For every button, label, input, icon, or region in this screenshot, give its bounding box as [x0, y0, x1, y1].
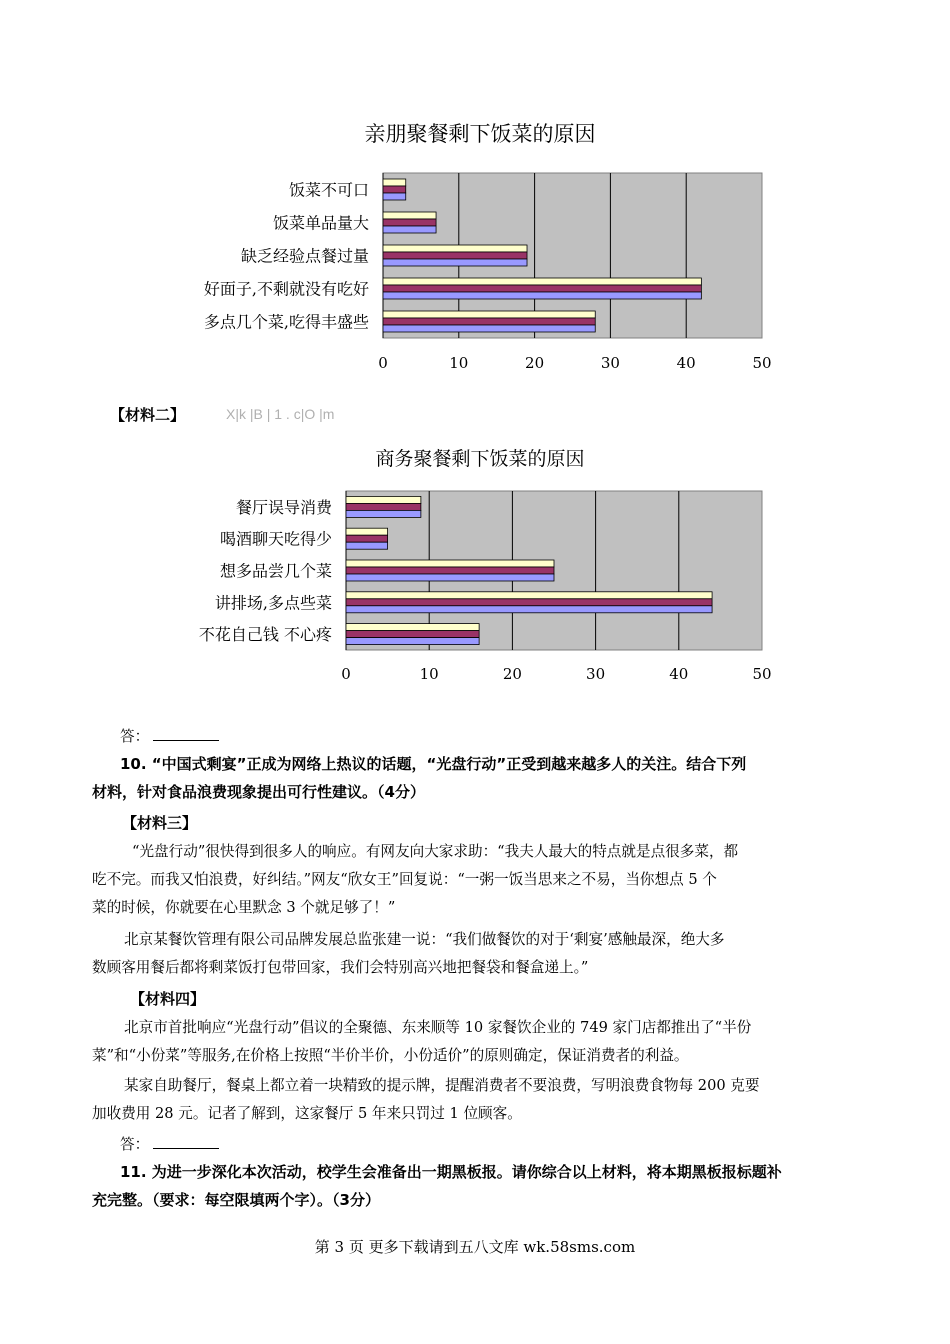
bar-segment: [346, 510, 421, 517]
question-10: 10. “中国式剩宴”正成为网络上热议的话题，“光盘行动”正受到越来越多人的关注。结合下列: [120, 755, 747, 773]
bar-segment: [346, 503, 421, 510]
answer-line-1: [120, 726, 890, 747]
category-label: 好面子,不剩就没有吃好: [203, 279, 369, 299]
bar: [346, 592, 712, 613]
category-label: 餐厅误导消费: [235, 497, 332, 517]
page-footer: 第 3 页 更多下载请到五八文库 wk.58sms.com: [314, 1238, 636, 1256]
answer-label: 答：: [120, 728, 150, 745]
chart1-title: 亲朋聚餐剩下饭菜的原因: [364, 122, 596, 146]
bar: [346, 560, 554, 581]
category-label: 多点几个菜,吃得丰盛些: [203, 312, 369, 332]
tick-label: 20: [502, 665, 522, 683]
material4-p2: 某家自助餐厅，餐桌上都立着一块精致的提示牌，提醒消费者不要浪费，写明浪费食物每 200 克要: [124, 1077, 760, 1094]
bar-segment: [346, 542, 388, 549]
bar-segment: [346, 567, 554, 574]
tick-label: 20: [525, 354, 545, 372]
bar: [346, 528, 388, 549]
answer-blank[interactable]: [153, 726, 219, 741]
answer-line-2: [120, 1134, 890, 1155]
material4-p1: 北京市首批响应“光盘行动”倡议的全聚德、东来顺等 10 家餐饮企业的 749 家门店都推出了“半份: [124, 1019, 752, 1036]
bar-segment: [346, 496, 421, 503]
tick-label: 50: [752, 665, 772, 683]
bar-segment: [346, 574, 554, 581]
tick-label: 40: [676, 354, 696, 372]
tick-label: 50: [752, 354, 772, 372]
material3-label: 【材料三】: [122, 814, 198, 832]
bar-segment: [346, 535, 388, 542]
answer-blank[interactable]: [153, 1134, 219, 1149]
tick-label: 30: [586, 665, 606, 683]
tick-label: 0: [378, 354, 388, 372]
tick-label: 10: [419, 665, 439, 683]
category-label: 饭菜不可口: [288, 180, 369, 200]
material3-p2-cont: 数顾客用餐后都将剩菜饭打包带回家，我们会特别高兴地把餐袋和餐盒递上。”: [92, 959, 589, 976]
category-label: 讲排场,多点些菜: [214, 593, 332, 613]
tick-label: 10: [449, 354, 469, 372]
watermark-text: X|k |B | 1 . c|O |m: [226, 406, 335, 422]
tick-label: 40: [669, 665, 689, 683]
material2-label: 【材料二】: [110, 406, 186, 424]
bar-segment: [346, 606, 712, 613]
category-label: 不花自己钱 不心疼: [198, 625, 332, 645]
bar-segment: [346, 638, 479, 645]
material4-p1-cont: 菜”和“小份菜”等服务,在价格上按照“半价半价，小份适价”的原则确定，保证消费者的利益。: [92, 1047, 689, 1064]
material4-label: 【材料四】: [130, 990, 206, 1008]
material3-p1-cont2: 菜的时候，你就要在心里默念 3 个就足够了！”: [92, 899, 396, 916]
bar-segment: [346, 624, 479, 631]
category-label: 想多品尝几个菜: [219, 561, 332, 581]
material3-p2: 北京某餐饮管理有限公司品牌发展总监张建一说：“我们做餐饮的对于‘剩宴’感触最深，绝大多: [124, 931, 725, 948]
material3-p1: “光盘行动”很快得到很多人的响应。有网友向大家求助：“我夫人最大的特点就是点很多菜，都: [132, 843, 739, 860]
material3-p1-cont1: 吃不完。而我又怕浪费，好纠结。”网友“欣女王”回复说：“一粥一饭当思来之不易，当你想点 5 个: [92, 871, 717, 888]
material4-p2-cont: 加收费用 28 元。记者了解到，这家餐厅 5 年来只罚过 1 位顾客。: [92, 1105, 522, 1122]
tick-label: 30: [600, 354, 620, 372]
category-label: 缺乏经验点餐过量: [240, 246, 369, 266]
bar-segment: [346, 592, 712, 599]
bar: [346, 624, 479, 645]
question-11-cont: 充完整。（要求：每空限填两个字）。（3分）: [92, 1191, 380, 1209]
category-label: 喝酒聊天吃得少: [219, 529, 332, 549]
bar-segment: [346, 528, 388, 535]
question-10-cont: 材料，针对食品浪费现象提出可行性建议。（4分）: [92, 783, 425, 801]
chart2-title: 商务聚餐剩下饭菜的原因: [375, 448, 585, 470]
bar-segment: [346, 631, 479, 638]
bar-segment: [346, 560, 554, 567]
tick-label: 0: [341, 665, 351, 683]
bar: [346, 496, 421, 517]
answer-label: 答：: [120, 1136, 150, 1153]
category-label: 饭菜单品量大: [272, 213, 369, 233]
bar-segment: [346, 599, 712, 606]
question-11: 11. 为进一步深化本次活动，校学生会准备出一期黑板报。请你综合以上材料，将本期黑板报标题补: [120, 1163, 782, 1181]
